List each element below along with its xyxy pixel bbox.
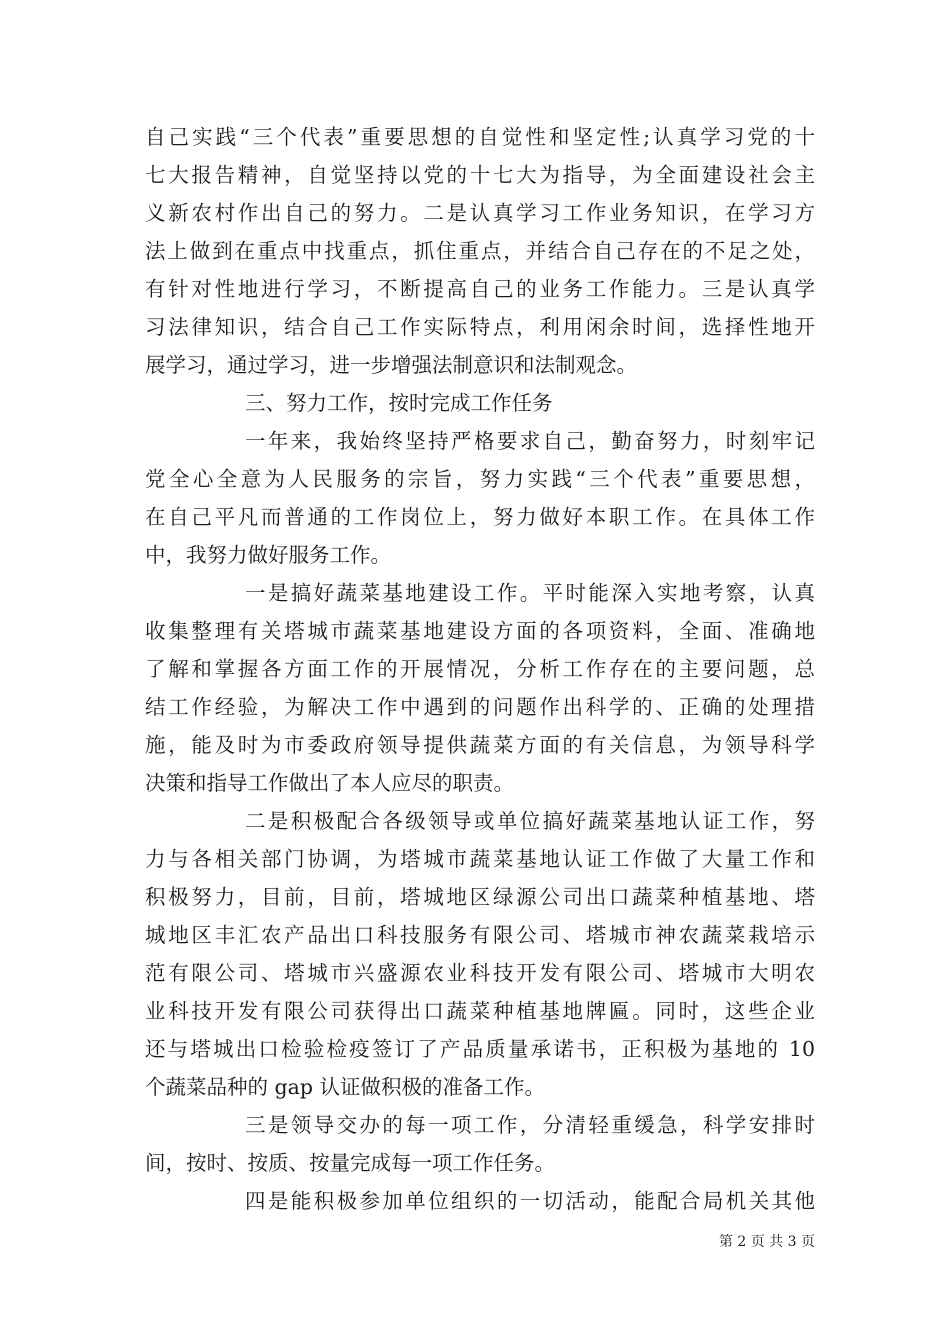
body-text-line: 间，按时、按质、按量完成每一项工作任务。 <box>145 1151 555 1175</box>
body-text-line: 展学习，通过学习，进一步增强法制意识和法制观念。 <box>145 353 637 377</box>
body-text-line: 了解和掌握各方面工作的开展情况，分析工作存在的主要问题，总 <box>145 657 815 681</box>
body-text-line: 义新农村作出自己的努力。二是认真学习工作业务知识，在学习方 <box>145 201 815 225</box>
page-number-footer: 第 2 页 共 3 页 <box>718 1234 815 1250</box>
body-text-line: 法上做到在重点中找重点，抓住重点，并结合自己存在的不足之处， <box>145 239 815 263</box>
body-text-line: 七大报告精神，自觉坚持以党的十七大为指导，为全面建设社会主 <box>145 163 815 187</box>
body-text-line: 一年来，我始终坚持严格要求自己，勤奋努力，时刻牢记 <box>245 429 815 453</box>
body-text-line: 有针对性地进行学习，不断提高自己的业务工作能力。三是认真学 <box>145 277 815 301</box>
body-text-line: 收集整理有关塔城市蔬菜基地建设方面的各项资料，全面、准确地 <box>145 619 815 643</box>
body-text-line: 在自己平凡而普通的工作岗位上，努力做好本职工作。在具体工作 <box>145 505 815 529</box>
body-text-line: 二是积极配合各级领导或单位搞好蔬菜基地认证工作，努 <box>245 809 815 833</box>
body-text-line: 范有限公司、塔城市兴盛源农业科技开发有限公司、塔城市大明农 <box>145 961 815 985</box>
body-text-line: 自己实践“三个代表”重要思想的自觉性和坚定性;认真学习党的十 <box>145 125 815 149</box>
body-text-line: 施，能及时为市委政府领导提供蔬菜方面的有关信息，为领导科学 <box>145 733 815 757</box>
body-text-line: 决策和指导工作做出了本人应尽的职责。 <box>145 771 514 795</box>
body-text-line: 结工作经验，为解决工作中遇到的问题作出科学的、正确的处理措 <box>145 695 815 719</box>
body-text-line: 城地区丰汇农产品出口科技服务有限公司、塔城市神农蔬菜栽培示 <box>145 923 815 947</box>
body-text-line: 力与各相关部门协调，为塔城市蔬菜基地认证工作做了大量工作和 <box>145 847 815 871</box>
body-text-line: 三是领导交办的每一项工作，分清轻重缓急，科学安排时 <box>245 1113 815 1137</box>
section-heading: 三、努力工作，按时完成工作任务 <box>245 391 553 415</box>
body-text-line: 个蔬菜品种的 gap 认证做积极的准备工作。 <box>145 1075 545 1099</box>
body-text-line: 四是能积极参加单位组织的一切活动，能配合局机关其他 <box>245 1189 815 1213</box>
body-text-line: 习法律知识，结合自己工作实际特点，利用闲余时间，选择性地开 <box>145 315 815 339</box>
body-text-line: 一是搞好蔬菜基地建设工作。平时能深入实地考察，认真 <box>245 581 815 605</box>
body-text-line: 党全心全意为人民服务的宗旨，努力实践“三个代表”重要思想， <box>145 467 815 491</box>
body-text-line: 积极努力，目前，目前，塔城地区绿源公司出口蔬菜种植基地、塔 <box>145 885 815 909</box>
body-text-line: 中，我努力做好服务工作。 <box>145 543 391 567</box>
body-text-line: 业科技开发有限公司获得出口蔬菜种植基地牌匾。同时，这些企业 <box>145 999 815 1023</box>
body-text-line: 还与塔城出口检验检疫签订了产品质量承诺书，正积极为基地的 10 <box>145 1037 815 1061</box>
